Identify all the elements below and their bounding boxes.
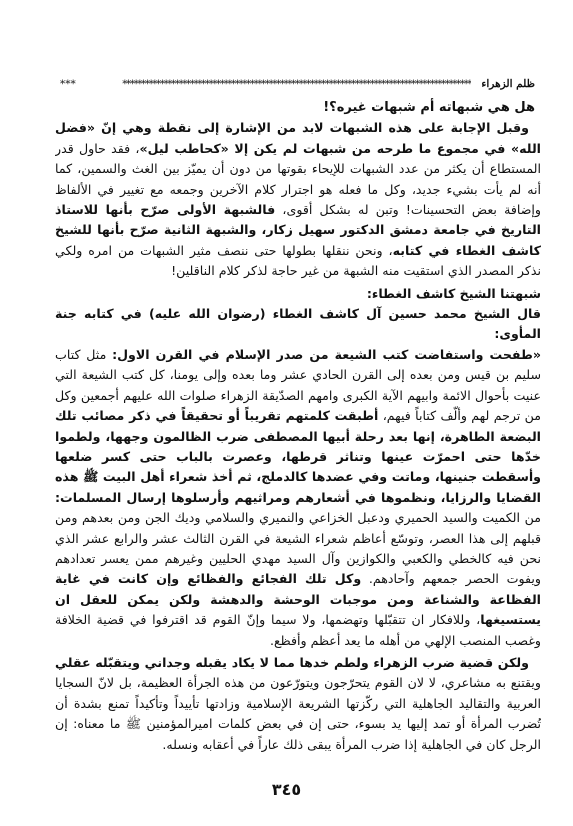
paragraph-3-text-b: من الكميت والسيد الحميري ودعبل الخزاعي والنميري والسلامي وديك الجن ومن بعدهم ومن قبلهم إلى هذا العصر، وتوسّع أعاظم شعراء الشيعة في القرن الثالث عشر والرابع عشر الذي نحن فيه كالخطي والكعبي والكوازين وآل السيد مهدي الحليين وغيرهم ممن يعسر تعدادهم ويفوت الحصر جمعهم وآحادهم.	[55, 510, 541, 587]
header-stars-left: ***	[60, 78, 76, 90]
section-title: هل هي شبهاته أم شبهات غيره؟!	[323, 100, 535, 115]
paragraph-1-text-b: ، ونحن ننقلها بطولها حتى ننصف مثير الشبهات من امره ولكي نذكر المصدر الذي استقيت منه الشبهة من غير حاجة لذكر كلام الناقلين!	[55, 242, 541, 279]
paragraph-3	[55, 345, 541, 651]
paragraph-1-bold-b: فالشبهة الأولى صرّح بأنها للاستاذ التاريخ في جامعة دمشق الدكتور سهيل زكار، والشبهة الثانية صرّح بأنها للشيخ كاشف الغطاء في كتابه	[55, 202, 541, 258]
paragraph-3-text-a: مثل كتاب سليم بن قيس ومن بعده إلى القرن الحادي عشر وما بعده وإلى يومنا، كل كتب الشيعة التي عنيت بأحوال الائمة وابيهم الآية الكبرى وامهم الصدّيقة الزهراء صلوات الله عليهم أجمعين وكل من ترجم لهم وألّف كتاباً فيهم،	[55, 346, 541, 424]
paragraph-4-text-a: ويقتنع به مشاعري، لا لان القوم يتحرّجون ويتورّعون من هذه الجرأة العظيمة، بل لانّ السجايا العربية والتقاليد الجاهلية التي ركّزتها الشريعة الإسلامية وزادتها تأييداً وتأكيداً تمنع بشدة أن تُضرب المرأة أو تمد إليها يد بسوء، حتى إن في بعض كلمات اميرالمؤمنين ﷺ ما معناه: إن الرجل كان في الجاهلية إذا ضرب المرأة يبقى ذلك عاراً في أعقابه ونسله.	[55, 675, 541, 752]
running-header	[60, 76, 535, 92]
page-body	[55, 96, 541, 778]
paragraph-1-text-a: ، فقد حاول قدر المستطاع أن يكثر من عدد الشبهات للإيحاء بقوتها من دون أن يميّز بين الغث والسمين، كما أنه لم يأت بشيء جديد، وكل ما فعله هو اجترار كلام الآخرين وجمعه مع تغيير في الألفاظ وإضافة بعض التحسينات! وتبن له بشكل أقوى،	[55, 140, 541, 218]
subheading: شبهتنا الشيخ كاشف الغطاء:	[366, 285, 541, 301]
paragraph-3-bold-a: «طفحت واستفاضت كتب الشيعة من صدر الإسلام في القرن الاول:	[112, 346, 541, 362]
paragraph-1	[55, 118, 541, 281]
paragraph-1-bold-a: وقبل الإجابة على هذه الشبهات لابد من الإشارة إلى نقطة وهي إنّ «فضل الله» في مجموع ما طرحه من شبهات لم يكن إلا «كحاطب ليل»	[55, 120, 541, 156]
paragraph-3-bold-c: وكل تلك الفجائع والفظائع وإن كانت في غاية الفظاعة والشناعة ومن موجبات الوحشة والدهشة ولكن يمكن للعقل ان يستسيغها	[55, 571, 541, 628]
paragraph-3-bold-b: أطبقت كلمتهم تقريباً أو تحقيقاً في ذكر مصائب تلك البضعة الطاهرة، إنها بعد رحلة أبيها المصطفى ضرب الظالمون وجهها، ولطموا خدّها حتى احمرّت عينها وتناثر قرطها، وعصرت بالباب حتى كسر ضلعها وأسقطت جنينها، وماتت وفي عضدها كالدملج، ثم أخذ شعراء أهل البيت ﷺ هذه القضايا والرزايا، ونظموها في أشعارهم ومراثيهم وأرسلوها إرسال المسلمات:	[55, 408, 541, 505]
paragraph-2: قال الشيخ محمد حسين آل كاشف الغطاء (رضوان الله عليه) في كتابه جنة المأوى:	[55, 306, 541, 342]
page-number: ٣٤٥	[271, 780, 302, 799]
paragraph-4-bold-a: ولكن قضية ضرب الزهراء ولطم خدها مما لا يكاد يقبله وجداني ويتقبّله عقلي	[55, 654, 529, 670]
paragraph-3-text-c: ، وللافكار ان تتقبّلها وتهضمها، ولا سيما وإنّ القوم قد اقترفوا في قضية الخلافة وغصب المنصب الإلهي من أهله ما يعد أعظم وأفظع.	[55, 612, 541, 648]
header-stars-line: *********************************************************************************************	[122, 78, 471, 90]
paragraph-4	[55, 653, 541, 755]
running-title: ظلم الزهراء	[481, 78, 535, 90]
